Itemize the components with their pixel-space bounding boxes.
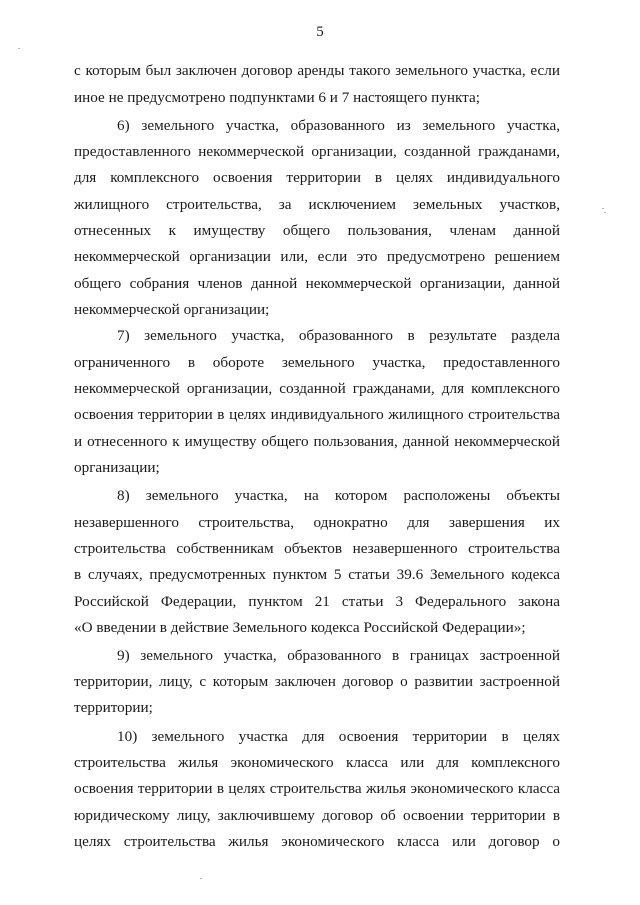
text-line: юридическому лицу, заключившему договор об освоении территории в	[74, 807, 560, 824]
scan-speck	[602, 208, 604, 209]
text-line: целях строительства жилья экономического класса или договор о	[74, 833, 560, 850]
text-line: некоммерческой организации;	[74, 301, 270, 318]
text-line: для комплексного освоения территории в целях индивидуального	[74, 169, 560, 186]
text-line: строительства жилья экономического класса или для комплексного	[74, 754, 560, 771]
text-line: строительства собственникам объектов незавершенного строительства	[74, 540, 560, 557]
scan-speck	[18, 48, 20, 49]
text-line: некоммерческой организации или, если это предусмотрено решением	[74, 248, 560, 265]
text-line: 7) земельного участка, образованного в результате раздела	[117, 327, 560, 344]
text-line: некоммерческой организации, созданной гражданами, для комплексного	[74, 380, 560, 397]
text-line: незавершенного строительства, однократно для завершения их	[74, 514, 560, 531]
text-line: освоения территории в целях индивидуального жилищного строительства	[74, 406, 560, 423]
text-line: предоставленного некоммерческой организации, созданной гражданами,	[74, 143, 560, 160]
text-line: ограниченного в обороте земельного участка, предоставленного	[74, 354, 560, 371]
text-line: «О введении в действие Земельного кодекса Российской Федерации»;	[74, 619, 526, 636]
text-line: Российской Федерации, пунктом 21 статьи 3 Федерального закона	[74, 593, 560, 610]
text-line: с которым был заключен договор аренды такого земельного участка, если	[74, 62, 560, 79]
scan-speck	[604, 212, 606, 213]
page-number: 5	[316, 24, 324, 40]
text-line: организации;	[74, 459, 160, 476]
scan-speck	[200, 878, 202, 879]
text-line: территории;	[74, 699, 153, 716]
text-line: 8) земельного участка, на котором расположены объекты	[117, 487, 560, 504]
text-line: освоения территории в целях строительства жилья экономического класса	[74, 780, 560, 797]
text-line: в случаях, предусмотренных пунктом 5 статьи 39.6 Земельного кодекса	[74, 566, 560, 583]
text-line: иное не предусмотрено подпунктами 6 и 7 настоящего пункта;	[74, 89, 480, 106]
text-line: 9) земельного участка, образованного в границах застроенной	[117, 647, 560, 664]
text-line: 6) земельного участка, образованного из земельного участка,	[117, 117, 560, 134]
text-line: и отнесенного к имуществу общего пользования, данной некоммерческой	[74, 433, 560, 450]
text-line: 10) земельного участка для освоения территории в целях	[117, 728, 560, 745]
text-line: отнесенных к имуществу общего пользования, членам данной	[74, 222, 560, 239]
text-line: жилищного строительства, за исключением земельных участков,	[74, 196, 560, 213]
text-line: территории, лицу, с которым заключен договор о развитии застроенной	[74, 673, 560, 690]
text-line: общего собрания членов данной некоммерческой организации, данной	[74, 275, 560, 292]
